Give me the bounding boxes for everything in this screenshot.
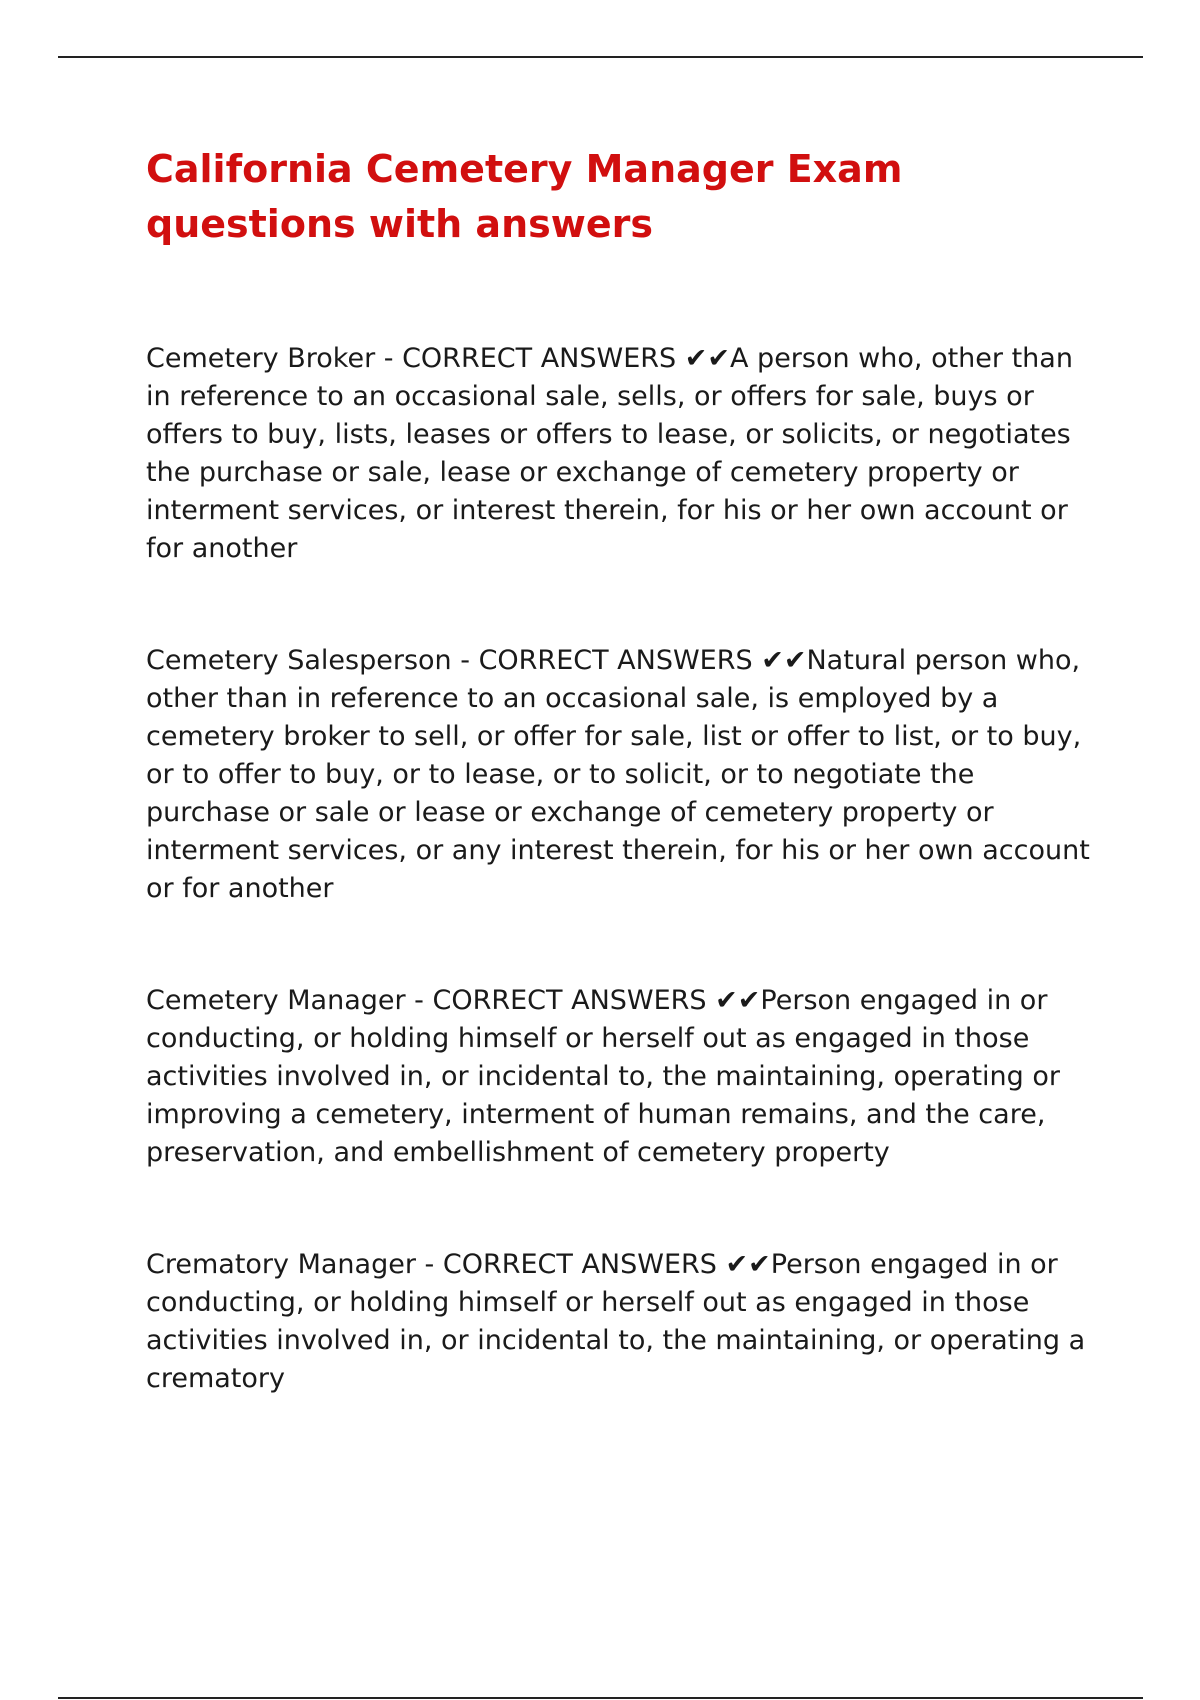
qa-separator: - CORRECT ANSWERS [415,1249,726,1280]
qa-answer: A person who, other than in reference to an occasional sale, sells, or offers for sale, buys or offers to buy, lists, leases or offers to lease, or solicits, or negotiates the purchase or sale, lease or exchange of cemetery property or interment services, or interest therein, for his or her own account or for another [146,343,1073,564]
qa-item [146,340,1106,568]
qa-separator: - CORRECT ANSWERS [375,343,685,374]
qa-separator: - CORRECT ANSWERS [405,985,716,1016]
bottom-rule [58,1697,1143,1699]
qa-answer: Person engaged in or conducting, or holding himself or herself out as engaged in those activities involved in, or incidental to, the maintaining, or operating a crematory [146,1249,1086,1394]
qa-item [146,982,1106,1172]
qa-separator: - CORRECT ANSWERS [451,645,762,676]
qa-term: Cemetery Broker [146,343,376,374]
qa-list [146,340,1106,1398]
qa-item [146,1246,1106,1398]
qa-term: Crematory Manager [146,1249,416,1280]
document-title: California Cemetery Manager Exam questions with answers [146,147,903,246]
qa-term: Cemetery Salesperson [146,645,452,676]
checkmark-icon: ✔✔ [725,1249,771,1280]
checkmark-icon: ✔✔ [715,985,761,1016]
qa-item [146,642,1106,908]
document-body [146,142,1106,1472]
checkmark-icon: ✔✔ [684,343,730,374]
qa-answer: Person engaged in or conducting, or holding himself or herself out as engaged in those activities involved in, or incidental to, the maintaining, operating or improving a cemetery, interment of human remains, and the care, preservation, and embellishment of cemetery property [146,985,1060,1168]
qa-answer: Natural person who, other than in reference to an occasional sale, is employed by a cemetery broker to sell, or offer for sale, list or offer to list, or to buy, or to offer to buy, or to lease, or to solicit, or to negotiate the purchase or sale or lease or exchange of cemetery property or interment services, or any interest therein, for his or her own account or for another [146,645,1090,904]
top-rule [58,56,1143,58]
checkmark-icon: ✔✔ [761,645,807,676]
qa-term: Cemetery Manager [146,985,406,1016]
